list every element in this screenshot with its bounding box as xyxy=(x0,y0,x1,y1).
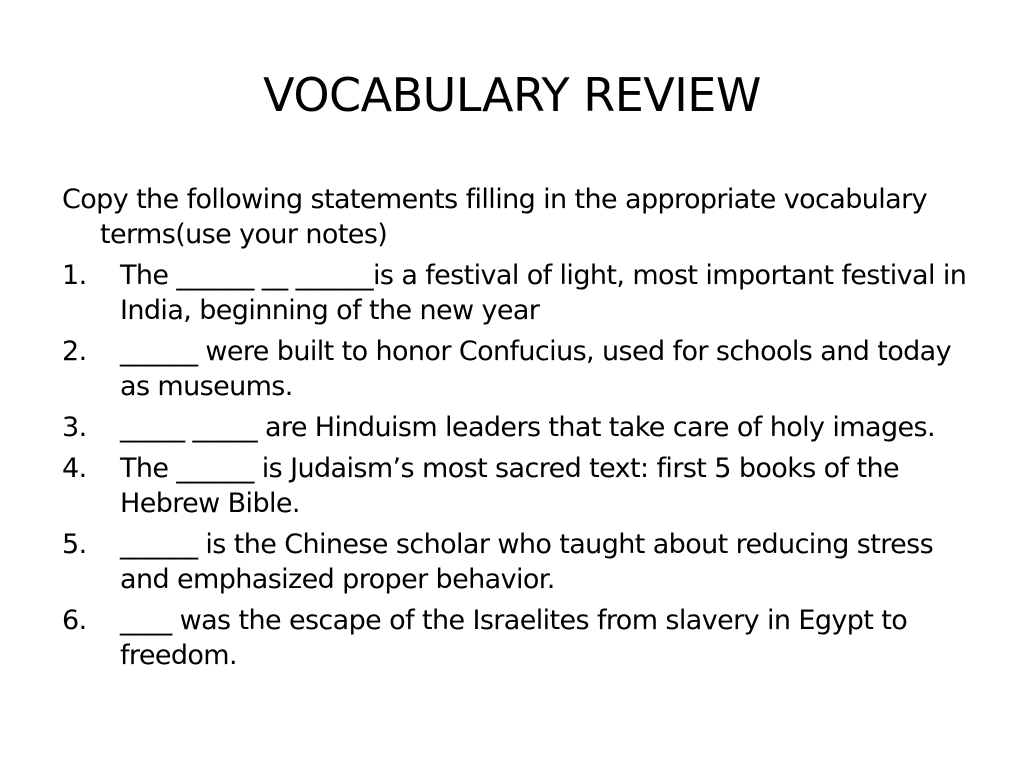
list-item-number: 1. xyxy=(62,260,87,291)
list-item-text: ______ is the Chinese scholar who taught about reducing stress and emphasized proper behavior. xyxy=(120,529,934,595)
list-item-text: _____ _____ are Hinduism leaders that take care of holy images. xyxy=(120,412,935,443)
list-item-number: 5. xyxy=(62,529,87,560)
slide-body xyxy=(62,182,972,679)
list-item-number: 2. xyxy=(62,336,87,367)
list-item-number: 6. xyxy=(62,605,87,636)
list-item-1 xyxy=(62,258,972,328)
list-item-number: 3. xyxy=(62,412,87,443)
list-item-text: ______ were built to honor Confucius, used for schools and today as museums. xyxy=(120,336,952,402)
list-item-text: The ______ is Judaism’s most sacred text: first 5 books of the Hebrew Bible. xyxy=(120,453,899,519)
list-item-text: The ______ __ ______is a festival of light, most important festival in India, beginning of the new year xyxy=(120,260,967,326)
instructions-text: Copy the following statements filling in the appropriate vocabulary terms(use your notes) xyxy=(62,184,927,250)
list-item-5 xyxy=(62,527,972,597)
list-item-number: 4. xyxy=(62,453,87,484)
list-item-6 xyxy=(62,603,972,673)
list-item-text: ____ was the escape of the Israelites from slavery in Egypt to freedom. xyxy=(120,605,908,671)
list-item-2 xyxy=(62,334,972,404)
slide-title: VOCABULARY REVIEW xyxy=(263,68,761,122)
list-item-4 xyxy=(62,451,972,521)
list-item-3 xyxy=(62,410,972,445)
